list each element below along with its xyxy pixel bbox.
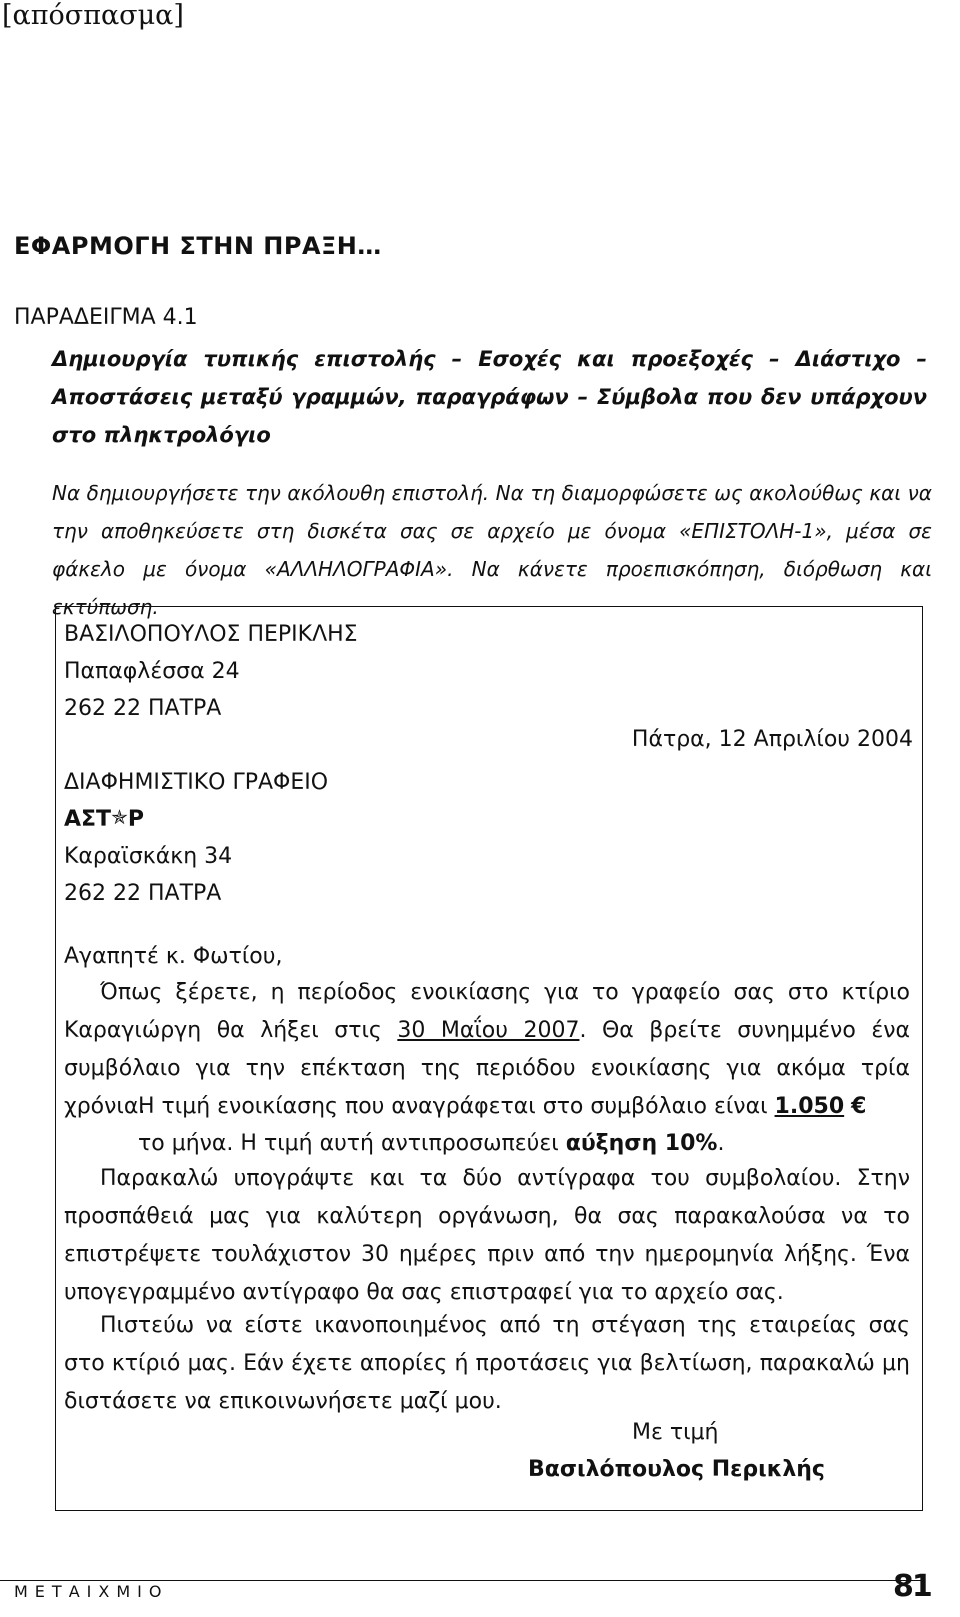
letter-signature: Βασιλόπουλος Περικλής	[528, 1457, 825, 1482]
letter-closing: Με τιμή	[632, 1420, 719, 1445]
rent-line-2	[138, 1125, 724, 1163]
rent-amount: 1.050	[774, 1094, 845, 1119]
sender-address	[64, 616, 358, 727]
excerpt-label: [απόσπασμα]	[2, 0, 184, 31]
footer-divider	[0, 1580, 921, 1581]
page-number: 81	[893, 1569, 931, 1604]
paragraph-1-text: Όπως ξέρετε, η περίοδος ενοικίασης για το γραφείο σας στο κτίριο Καραγιώργη θα λήξει στις	[64, 980, 910, 1043]
euro-icon: €	[851, 1094, 867, 1119]
sender-name: ΒΑΣΙΛΟΠΟΥΛΟΣ ΠΕΡΙΚΛΗΣ	[64, 622, 358, 647]
rent-line-2-end: .	[717, 1131, 725, 1156]
publisher-label: ΜΕΤΑΙΧΜΙΟ	[14, 1582, 169, 1601]
recipient-street: Καραϊσκάκη 34	[64, 844, 233, 869]
sender-city: 262 22 ΠΑΤΡΑ	[64, 696, 222, 721]
recipient-address	[64, 764, 328, 912]
rent-line-1	[138, 1088, 866, 1126]
rent-line-1-text: Η τιμή ενοικίασης που αναγράφεται στο συμβόλαιο είναι	[138, 1094, 775, 1119]
recipient-office: ΔΙΑΦΗΜΙΣΤΙΚΟ ΓΡΑΦΕΙΟ	[64, 770, 329, 795]
example-subtitle: Δημιουργία τυπικής επιστολής – Εσοχές και προεξοχές – Διάστιχο – Αποστάσεις μεταξύ γραμμών, παραγράφων – Σύμβολα που δεν υπάρχουν στο πληκτρολόγιο	[52, 347, 927, 447]
letter-paragraph-3: Παρακαλώ υπογράψτε και τα δύο αντίγραφα του συμβολαίου. Στην προσπάθειά μας για καλύτερη οργάνωση, θα σας παρακαλούσα να το επιστρέψετε τουλάχιστον 30 ημέρες πριν από την ημερομηνία λήξης. Ένα υπογεγραμμένο αντίγραφο θα σας επιστραφεί για το αρχείο σας.	[64, 1166, 910, 1305]
example-label: ΠΑΡΑΔΕΙΓΜΑ 4.1	[14, 305, 198, 330]
brand-text-start: ΑΣΤ	[64, 807, 112, 832]
recipient-brand	[64, 801, 328, 838]
star-icon: ✯	[111, 805, 128, 829]
letter-date: Πάτρα, 12 Απριλίου 2004	[631, 727, 913, 752]
brand-text-end: Ρ	[127, 807, 144, 832]
paragraph-1-text-end: . Θα βρείτε συνημμένο ένα συμβόλαιο για την επέκταση της περιόδου ενοικίασης για ακόμα τρία χρόνια.	[64, 1018, 910, 1119]
sender-street: Παπαφλέσσα 24	[64, 659, 240, 684]
rent-line-2-text: το μήνα. Η τιμή αυτή αντιπροσωπεύει	[138, 1131, 566, 1156]
instructions-paragraph: Να δημιουργήσετε την ακόλουθη επιστολή. Να τη διαμορφώσετε ως ακολούθως και να την αποθηκεύσετε στη δισκέτα σας σε αρχείο με όνομα «ΕΠΙΣΤΟΛΗ-1», μέσα σε φάκελο με όνομα «ΑΛΛΗΛΟΓΡΑΦΙΑ». Να κάνετε προεπισκόπηση, διόρθωση και εκτύπωση.	[52, 481, 932, 619]
recipient-city: 262 22 ΠΑΤΡΑ	[64, 881, 222, 906]
letter-paragraph-4: Πιστεύω να είστε ικανοποιημένος από τη στέγαση της εταιρείας σας στο κτίριό μας. Εάν έχετε απορίες ή προτάσεις για βελτίωση, παρακαλώ μη διστάσετε να επικοινωνήσετε μαζί μου.	[64, 1313, 910, 1414]
letter-greeting: Αγαπητέ κ. Φωτίου,	[64, 944, 283, 969]
rent-increase: αύξηση 10%	[565, 1131, 718, 1156]
expiry-date: 30 Μαΐου 2007	[397, 1018, 580, 1043]
section-heading: ΕΦΑΡΜΟΓΗ ΣΤΗΝ ΠΡΑΞΗ…	[14, 232, 382, 260]
